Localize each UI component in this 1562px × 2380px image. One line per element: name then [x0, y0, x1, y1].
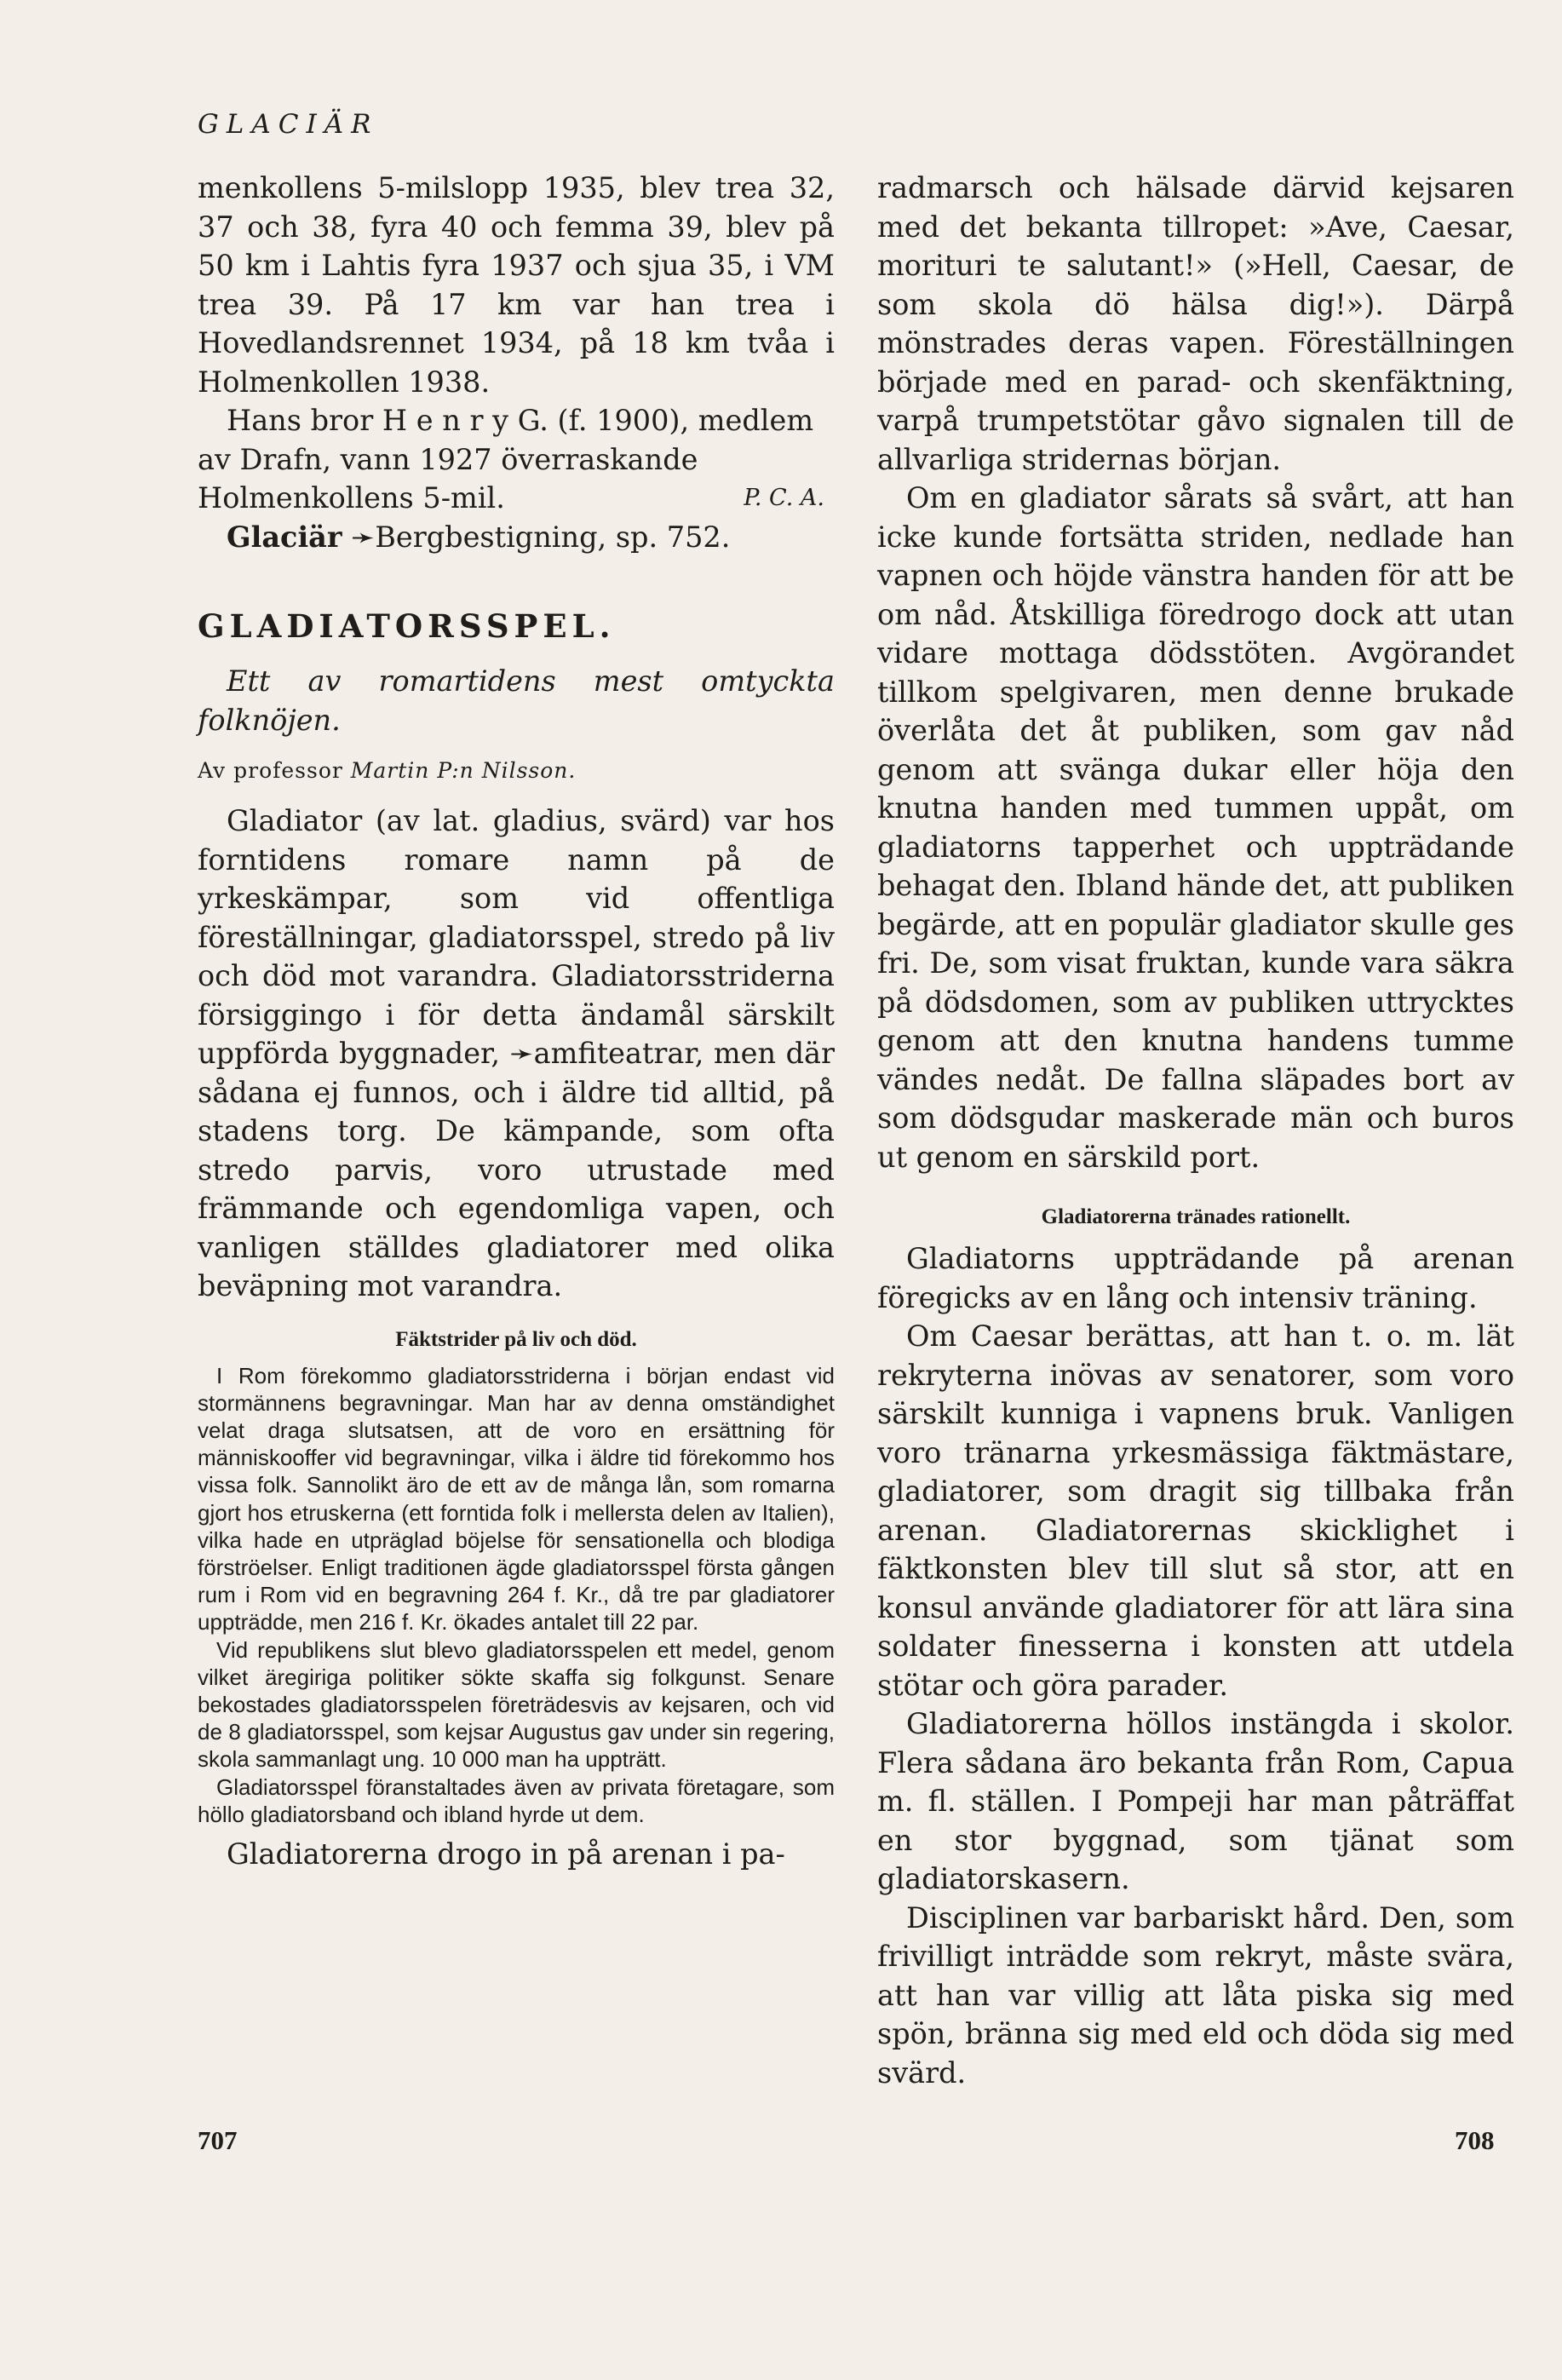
body-paragraph: Gladiatorerna höllos instängda i skolor. Flera sådana äro bekanta från Rom, Capua m. fl. ställen. I Pompeji har man påträffat en stor byggnad, som tjänat som gladiatorskasern.: [877, 1707, 1514, 1895]
right-column: [877, 169, 1514, 2092]
left-column: [198, 169, 835, 1873]
intro-paragraph-1: menkollens 5-milslopp 1935, blev trea 32, 37 och 38, fyra 40 och femma 39, blev på 50 km i Lahtis fyra 1937 och sjua 35, i VM trea 39. På 17 km var han trea i Hovedlandsrennet 1934, på 18 km tvåa i Holmenkollen 1938.: [198, 171, 835, 399]
body-paragraph: Disciplinen var barbariskt hård. Den, som frivilligt inträdde som rekryt, måste svära, att han var villig att låta piska sig med spön, bränna sig med eld och döda sig med svärd.: [877, 1900, 1514, 2090]
page-number-right: 708: [1455, 2125, 1495, 2155]
body-paragraph: Om en gladiator sårats så svårt, att han icke kunde fortsätta striden, nedlade han vapnen och höjde vänstra handen för att be om nåd. Åtskilliga föredrogo dock att utan vidare mottaga dödsstöten. Avgörandet tillkom spelgivaren, men denne brukade överlåta det åt publiken, som gav nåd genom att svänga dukar eller höja den knutna handen med tummen uppåt, om gladiatorns tapperhet och uppträdande behagat den. Ibland hände det, att publiken begärde, att en populär gladiator skulle ges fri. De, som visat fruktan, kunde vara säkra på dödsdomen, som av publiken uttrycktes genom att den knutna handens tumme vändes nedåt. De fallna släpades bort av som dödsgudar maskerade män och buros ut genom en särskild port.: [877, 481, 1514, 1174]
body-paragraph: radmarsch och hälsade därvid kejsaren med det bekanta tillropet: »Ave, Caesar, morituri te salutant!» (»Hell, Caesar, de som skola dö hälsa dig!»). Därpå mönstrades deras vapen. Föreställningen började med en parad- och skenfäktning, varpå trumpetstötar gåvo signalen till de allvarliga stridernas början.: [877, 171, 1514, 476]
page-number-left: 707: [198, 2125, 238, 2155]
cross-reference-target: ➛Bergbestigning, sp. 752.: [342, 520, 731, 554]
section-heading: Fäktstrider på liv och död.: [395, 1327, 637, 1351]
cross-reference: [198, 518, 835, 557]
small-paragraph: Gladiatorsspel föranstaltades även av privata företagare, som höllo gladiatorsband och ibland hyrde ut dem.: [198, 1774, 835, 1827]
small-paragraph: Vid republikens slut blevo gladiatorsspelen ett medel, genom vilket äregiriga politiker sökte skaffa sig folkgunst. Senare bekostades gladiatorsspelen företrädesvis av kejsaren, och vid de 8 gladiatorsspel, som kejsar Augustus gav under sin regering, skola sammanlagt ung. 10 000 man ha uppträtt.: [198, 1636, 835, 1773]
author-name: Martin P:n Nilsson.: [350, 758, 577, 783]
byline: Av professor Martin P:n Nilsson.: [198, 758, 577, 783]
intro-paragraph-2: Hans bror H e n r y G. (f. 1900), medlem av Drafn, vann 1927 överraskande Holmenkollens 5-mil. P. C. A.: [198, 401, 835, 518]
author-initials: P. C. A.: [744, 485, 824, 511]
body-paragraph: Om Caesar berättas, att han t. o. m. lät rekryterna inövas av senatorer, som voro särskilt kunniga i vapnens bruk. Vanligen voro tränarna yrkesmässiga fäktmästare, gladiatorer, som dragit sig tillbaka från arenan. Gladiatorernas skicklighet i fäktkonsten blev till slut så stor, att en konsul använde gladiatorer för att lära sina soldater finesserna i konsten att utdela stötar och göra parader.: [877, 1319, 1514, 1702]
body-paragraph: Gladiatorns uppträdande på arenan föregicks av en lång och intensiv träning.: [877, 1242, 1514, 1314]
article-subtitle: Ett av romartidens mest omtyckta folknöjen.: [198, 664, 835, 737]
body-paragraph: Gladiatorerna drogo in på arenan i pa-: [227, 1837, 785, 1871]
small-paragraph: I Rom förekommo gladiatorsstriderna i början endast vid stormännens begravningar. Man har av denna omständighet velat draga slutsatsen, att de voro en ersättning för människooffer vid begravningar, vilka i äldre tid förekommo hos vissa folk. Sannolikt äro de ett av de många lån, som romarna gjort hos etruskerna (ett forntida folk i mellersta delen av Italien), vilka hade en utpräglad böjelse för sensationella och blodiga förströelser. Enligt traditionen ägde gladiatorsspel första gången rum i Rom vid en begravning 264 f. Kr., då tre par gladiatorer uppträdde, men 216 f. Kr. ökades antalet till 22 par.: [198, 1362, 835, 1636]
section-heading: Gladiatorerna tränades rationellt.: [1041, 1205, 1351, 1228]
running-head: GLACIÄR: [198, 109, 379, 140]
small-print-block: [198, 1362, 835, 1828]
body-paragraph: Gladiator (av lat. gladius, svärd) var hos forntidens romare namn på de yrkeskämpar, som vid offentliga föreställningar, gladiatorsspel, stredo på liv och död mot varandra. Gladiatorsstriderna försiggingo i för detta ändamål särskilt uppförda byggnader, ➛amfiteatrar, men där sådana ej funnos, och i äldre tid alltid, på stadens torg. De kämpande, som ofta stredo parvis, voro utrustade med främmande och egendomliga vapen, och vanligen ställdes gladiatorer med olika beväpning mot varandra.: [198, 804, 835, 1302]
headword-glaciar: Glaciär: [227, 520, 342, 554]
article-title: GLADIATORSSPEL.: [198, 607, 616, 645]
